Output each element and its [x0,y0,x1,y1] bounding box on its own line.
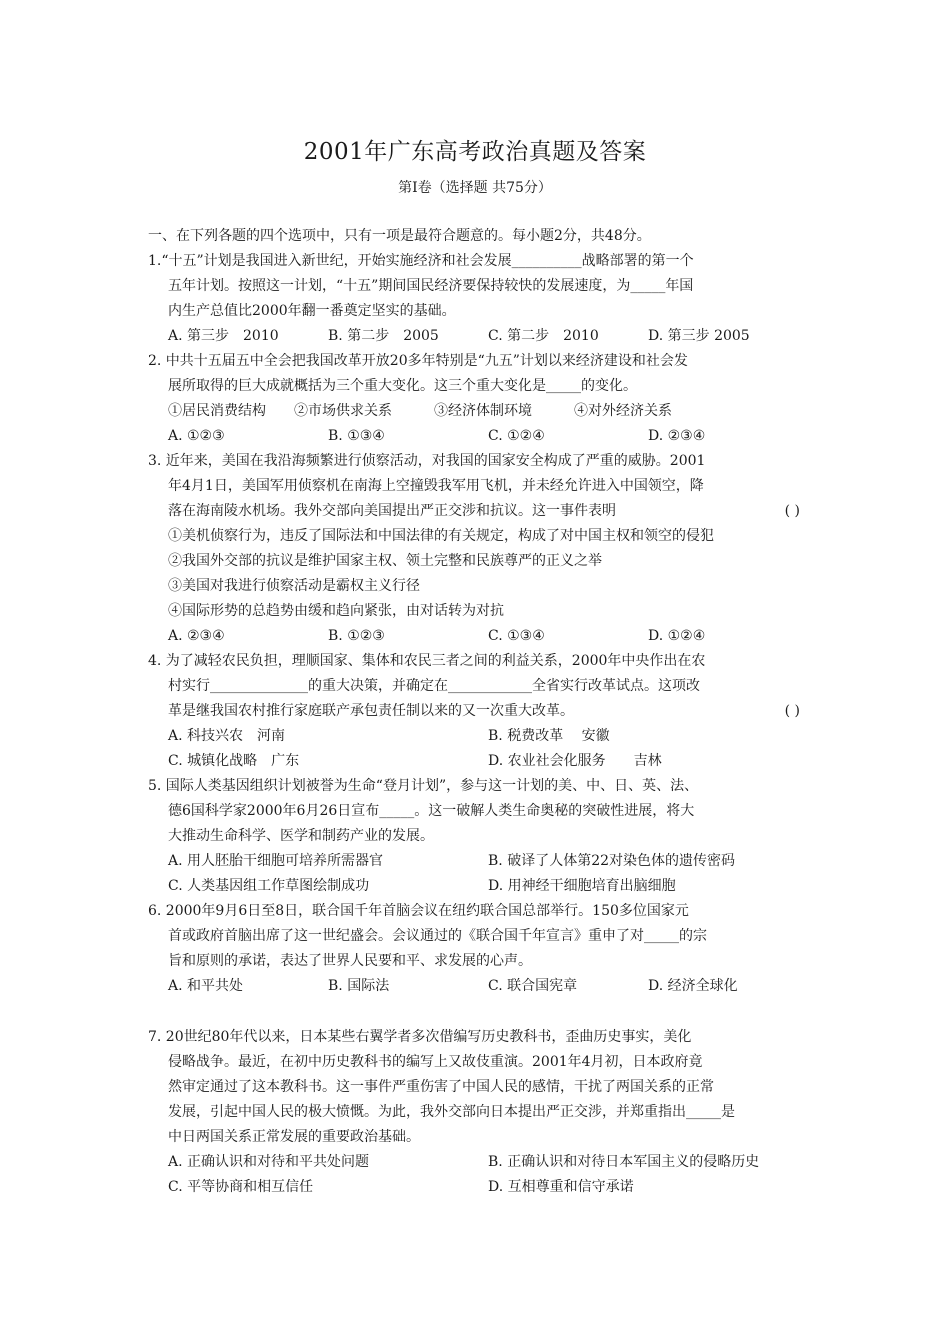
question-line: 革是继我国农村推行家庭联产承包责任制以来的又一次重大改革。 [168,703,574,719]
question-line: 展所取得的巨大成就概括为三个重大变化。这三个重大变化是_____的变化。 [168,378,637,394]
question-6 [148,899,808,999]
option-d[interactable]: D. 经济全球化 [648,978,738,994]
question-1 [148,249,808,349]
spacer [148,999,808,1025]
option-b[interactable]: B. 正确认识和对待日本军国主义的侵略历史 [488,1154,760,1170]
exam-body [148,224,808,1200]
question-statement: ③美国对我进行侦察活动是霸权主义行径 [168,578,420,594]
option-b[interactable]: B. 国际法 [328,978,390,994]
question-line: 内生产总值比2000年翻一番奠定坚实的基础。 [168,303,456,319]
question-line: 侵略战争。最近，在初中历史教科书的编写上又故伎重演。2001年4月初，日本政府竟 [168,1054,703,1070]
options-row [148,324,808,349]
question-4 [148,649,808,774]
question-line: 3. 近年来，美国在我沿海频繁进行侦察活动，对我国的国家安全构成了严重的威胁。2001 [148,453,706,469]
option-c[interactable]: C. 人类基因组工作草图绘制成功 [168,878,370,894]
page-title: 2001年广东高考政治真题及答案 [303,139,647,165]
options-row [148,1175,808,1200]
option-c[interactable]: C. 第二步 2010 [488,328,599,344]
question-line: 德6国科学家2000年6月26日宣布_____。这一破解人类生命奥秘的突破性进展，将大 [168,803,695,819]
option-a[interactable]: A. ①②③ [168,428,225,444]
options-row [148,1150,808,1175]
question-3 [148,449,808,649]
question-line: 年4月1日，美国军用侦察机在南海上空撞毁我军用飞机，并未经允许进入中国领空，降 [168,478,704,494]
option-d[interactable]: D. ①②④ [648,628,706,644]
option-b[interactable]: B. ①③④ [328,428,385,444]
option-d[interactable]: D. 用神经干细胞培育出脑细胞 [488,878,676,894]
option-b[interactable]: B. 第二步 2005 [328,328,439,344]
question-line-with-bracket [148,499,808,524]
options-row [148,724,808,749]
option-a[interactable]: A. 和平共处 [168,978,244,994]
options-row [148,749,808,774]
question-line-with-bracket [148,699,808,724]
options-row [148,424,808,449]
answer-bracket[interactable]: ( ) [784,703,800,719]
question-line: 五年计划。按照这一计划，“十五”期间国民经济要保持较快的发展速度，为_____年国 [168,278,694,294]
question-line: 落在海南陵水机场。我外交部向美国提出严正交涉和抗议。这一事件表明 [168,503,616,519]
option-c[interactable]: C. 城镇化战略 广东 [168,753,300,769]
answer-bracket[interactable]: ( ) [784,503,800,519]
question-statement: ④国际形势的总趋势由缓和趋向紧张，由对话转为对抗 [168,603,504,619]
options-row [148,624,808,649]
option-b[interactable]: B. 税费改革 安徽 [488,728,610,744]
option-d[interactable]: D. 农业社会化服务 吉林 [488,753,662,769]
question-2 [148,349,808,449]
question-statements: ①居民消费结构 ②市场供求关系 ③经济体制环境 ④对外经济关系 [168,403,672,419]
section-instruction: 一、在下列各题的四个选项中，只有一项是最符合题意的。每小题2分，共48分。 [148,228,651,244]
option-d[interactable]: D. ②③④ [648,428,706,444]
question-line: 2. 中共十五届五中全会把我国改革开放20多年特别是“九五”计划以来经济建设和社会发 [148,353,688,369]
question-line: 旨和原则的承诺，表达了世界人民要和平、求发展的心声。 [168,953,532,969]
option-a[interactable]: A. 正确认识和对待和平共处问题 [168,1154,370,1170]
option-b[interactable]: B. ①②③ [328,628,385,644]
question-line: 中日两国关系正常发展的重要政治基础。 [168,1129,420,1145]
question-line: 1.“十五”计划是我国进入新世纪，开始实施经济和社会发展__________战略部署的第一个 [148,253,694,269]
question-line: 发展，引起中国人民的极大愤慨。为此，我外交部向日本提出严正交涉，并郑重指出_____是 [168,1104,735,1120]
question-line: 大推动生命科学、医学和制药产业的发展。 [168,828,434,844]
option-a[interactable]: A. 科技兴农 河南 [168,728,286,744]
options-row [148,849,808,874]
question-line: 4. 为了减轻农民负担，理顺国家、集体和农民三者之间的利益关系，2000年中央作出在农 [148,653,706,669]
option-c[interactable]: C. 联合国宪章 [488,978,578,994]
question-line: 村实行______________的重大决策，并确定在____________全省实行改革试点。这项改 [168,678,700,694]
question-line: 然审定通过了这本教科书。这一事件严重伤害了中国人民的感情，干扰了两国关系的正常 [168,1079,714,1095]
options-row [148,974,808,999]
question-7 [148,1025,808,1200]
question-line: 5. 国际人类基因组织计划被誉为生命“登月计划”，参与这一计划的美、中、日、英、法、 [148,778,699,794]
question-line: 首或政府首脑出席了这一世纪盛会。会议通过的《联合国千年宣言》重申了对_____的宗 [168,928,707,944]
option-a[interactable]: A. 用人胚胎干细胞可培养所需器官 [168,853,384,869]
question-line: 7. 20世纪80年代以来，日本某些右翼学者多次借编写历史教科书，歪曲历史事实，美化 [148,1029,692,1045]
option-d[interactable]: D. 互相尊重和信守承诺 [488,1179,634,1195]
page-subtitle: 第Ⅰ卷（选择题 共75分） [398,180,552,196]
question-line: 6. 2000年9月6日至8日，联合国千年首脑会议在纽约联合国总部举行。150多位国家元 [148,903,689,919]
options-row [148,874,808,899]
question-statement: ②我国外交部的抗议是维护国家主权、领土完整和民族尊严的正义之举 [168,553,602,569]
question-statement: ①美机侦察行为，违反了国际法和中国法律的有关规定，构成了对中国主权和领空的侵犯 [168,528,714,544]
option-c[interactable]: C. 平等协商和相互信任 [168,1179,314,1195]
option-c[interactable]: C. ①③④ [488,628,545,644]
option-b[interactable]: B. 破译了人体第22对染色体的遗传密码 [488,853,736,869]
question-5 [148,774,808,899]
option-c[interactable]: C. ①②④ [488,428,545,444]
option-d[interactable]: D. 第三步 2005 [648,328,750,344]
option-a[interactable]: A. ②③④ [168,628,225,644]
option-a[interactable]: A. 第三步 2010 [168,328,279,344]
